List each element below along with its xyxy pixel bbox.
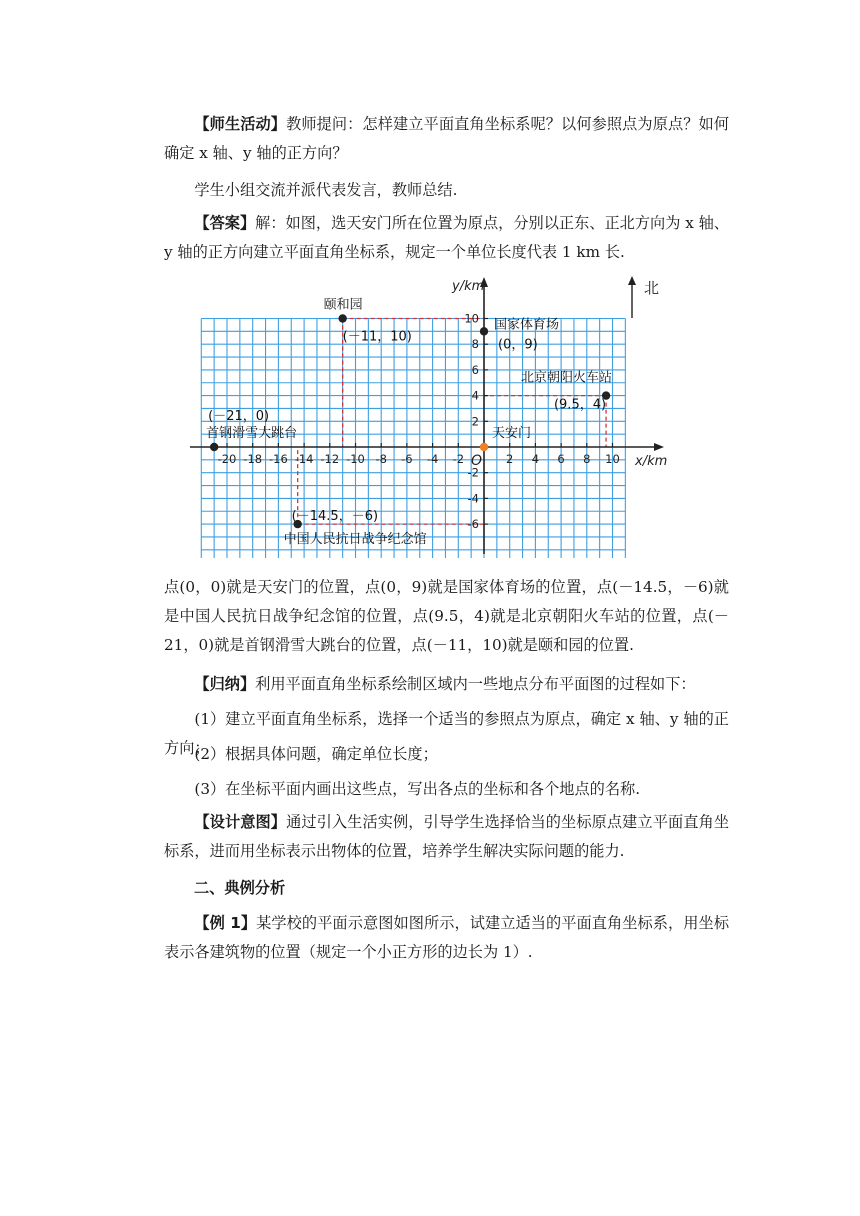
point-name-label: 中国人民抗日战争纪念馆 [283, 532, 427, 548]
paragraph-text: (1）建立平面直角坐标系，选择一个适当的参照点为原点，确定 x 轴、y 轴的正方向； [164, 710, 729, 757]
paragraph-group-discussion [164, 176, 729, 205]
north-indicator [628, 276, 659, 318]
x-tick-label: 4 [531, 452, 540, 466]
y-axis-label: y/km [452, 279, 485, 294]
point-name-label: 天安门 [492, 426, 532, 441]
point-marker [210, 443, 218, 451]
point-coordinate-label: (－11，10) [342, 329, 412, 345]
point-coordinate-label: (0，9) [498, 337, 538, 353]
paragraph-text: 点(0，0)就是天安门的位置，点(0，9)就是国家体育场的位置，点(－14.5，－6)就是中国人民抗日战争纪念馆的位置，点(9.5，4)就是北京朝阳火车站的位置，点(－21，0)就是首钢滑雪大跳台的位置，点(－11，10)就是颐和园的位置. [164, 578, 729, 654]
x-tick-label: -16 [269, 452, 288, 466]
y-tick-label: -6 [467, 517, 479, 532]
y-tick-label: 4 [471, 388, 479, 403]
north-label: 北 [644, 279, 660, 297]
x-tick-label: -6 [401, 452, 413, 466]
paragraph-text: 学生小组交流并派代表发言，教师总结. [194, 181, 458, 199]
paragraph-points-explanation [164, 573, 729, 660]
x-axis-label: x/km [635, 454, 668, 469]
x-tick-label: -4 [426, 452, 439, 466]
point-coordinate-label: (－21，0) [208, 409, 270, 424]
point-marker [480, 443, 488, 451]
section-heading: 二、典例分析 [194, 879, 286, 897]
paragraph-example-1 [164, 909, 729, 967]
section-tag: 【例 1】 [194, 914, 257, 932]
section-tag: 【答案】 [194, 214, 256, 232]
section-tag: 【归纳】 [194, 675, 256, 693]
point-name-label: 北京朝阳火车站 [521, 370, 613, 386]
y-tick-label: 6 [471, 362, 479, 377]
point-marker [338, 314, 346, 322]
paragraph-text: 某学校的平面示意图如图所示，试建立适当的平面直角坐标系，用坐标表示各建筑物的位置（规定一个小正方形的边长为 1）. [164, 914, 730, 961]
y-tick-label: -4 [467, 491, 479, 506]
x-tick-label: 2 [506, 452, 514, 466]
origin-label: O [471, 453, 483, 469]
step-3 [164, 775, 729, 804]
y-tick-label: 2 [471, 414, 479, 429]
paragraph-text: 利用平面直角坐标系绘制区域内一些地点分布平面图的过程如下： [255, 675, 696, 693]
paragraph-summary [164, 670, 729, 699]
step-2 [164, 740, 729, 769]
point-name-label: 首钢滑雪大跳台 [206, 426, 298, 441]
paragraph-text: 教师提问：怎样建立平面直角坐标系呢？以何参照点为原点？如何确定 x 轴、y 轴的正方向？ [164, 115, 730, 162]
x-tick-label: -14 [294, 452, 314, 466]
paragraph-design-intent [164, 808, 729, 866]
x-tick-label: -8 [375, 452, 387, 466]
section-tag: 【师生活动】 [194, 115, 287, 133]
paragraph-text: 解：如图，选天安门所在位置为原点，分别以正东、正北方向为 x 轴、y 轴的正方向建立平面直角坐标系，规定一个单位长度代表 1 km 长. [164, 214, 729, 261]
point-name-label: 国家体育场 [494, 317, 560, 333]
point-name-label: 颐和园 [323, 297, 363, 313]
x-tick-label: 8 [583, 452, 591, 466]
y-tick-label: -2 [467, 465, 479, 480]
section-tag: 【设计意图】 [194, 813, 287, 831]
paragraph-answer [164, 209, 729, 267]
x-tick-label: -12 [320, 452, 340, 466]
point-marker [480, 327, 488, 335]
coordinate-map-figure [190, 268, 670, 558]
point-coordinate-label: (－14.5，－6) [291, 509, 379, 525]
points [206, 298, 612, 548]
x-tick-label: 10 [605, 452, 620, 466]
x-tick-label: -2 [452, 452, 465, 466]
x-axis-arrowhead-icon [654, 443, 664, 451]
paragraph-text: 通过引入生活实例，引导学生选择恰当的坐标原点建立平面直角坐标系，进而用坐标表示出物体的位置，培养学生解决实际问题的能力. [164, 813, 730, 860]
x-tick-label: -18 [243, 452, 263, 466]
y-tick-label: 10 [464, 311, 479, 326]
x-tick-label: -10 [346, 452, 365, 466]
x-tick-label: -20 [217, 452, 237, 466]
paragraph-teacher-student-activity [164, 110, 729, 168]
point-coordinate-label: (9.5，4) [553, 397, 607, 413]
x-tick-label: 6 [557, 452, 565, 466]
paragraph-text: (3）在坐标平面内画出这些点，写出各点的坐标和各个地点的名称. [194, 780, 641, 798]
y-tick-label: 8 [471, 337, 479, 352]
north-arrowhead-icon [628, 276, 636, 285]
paragraph-text: (2）根据具体问题，确定单位长度； [194, 745, 438, 763]
